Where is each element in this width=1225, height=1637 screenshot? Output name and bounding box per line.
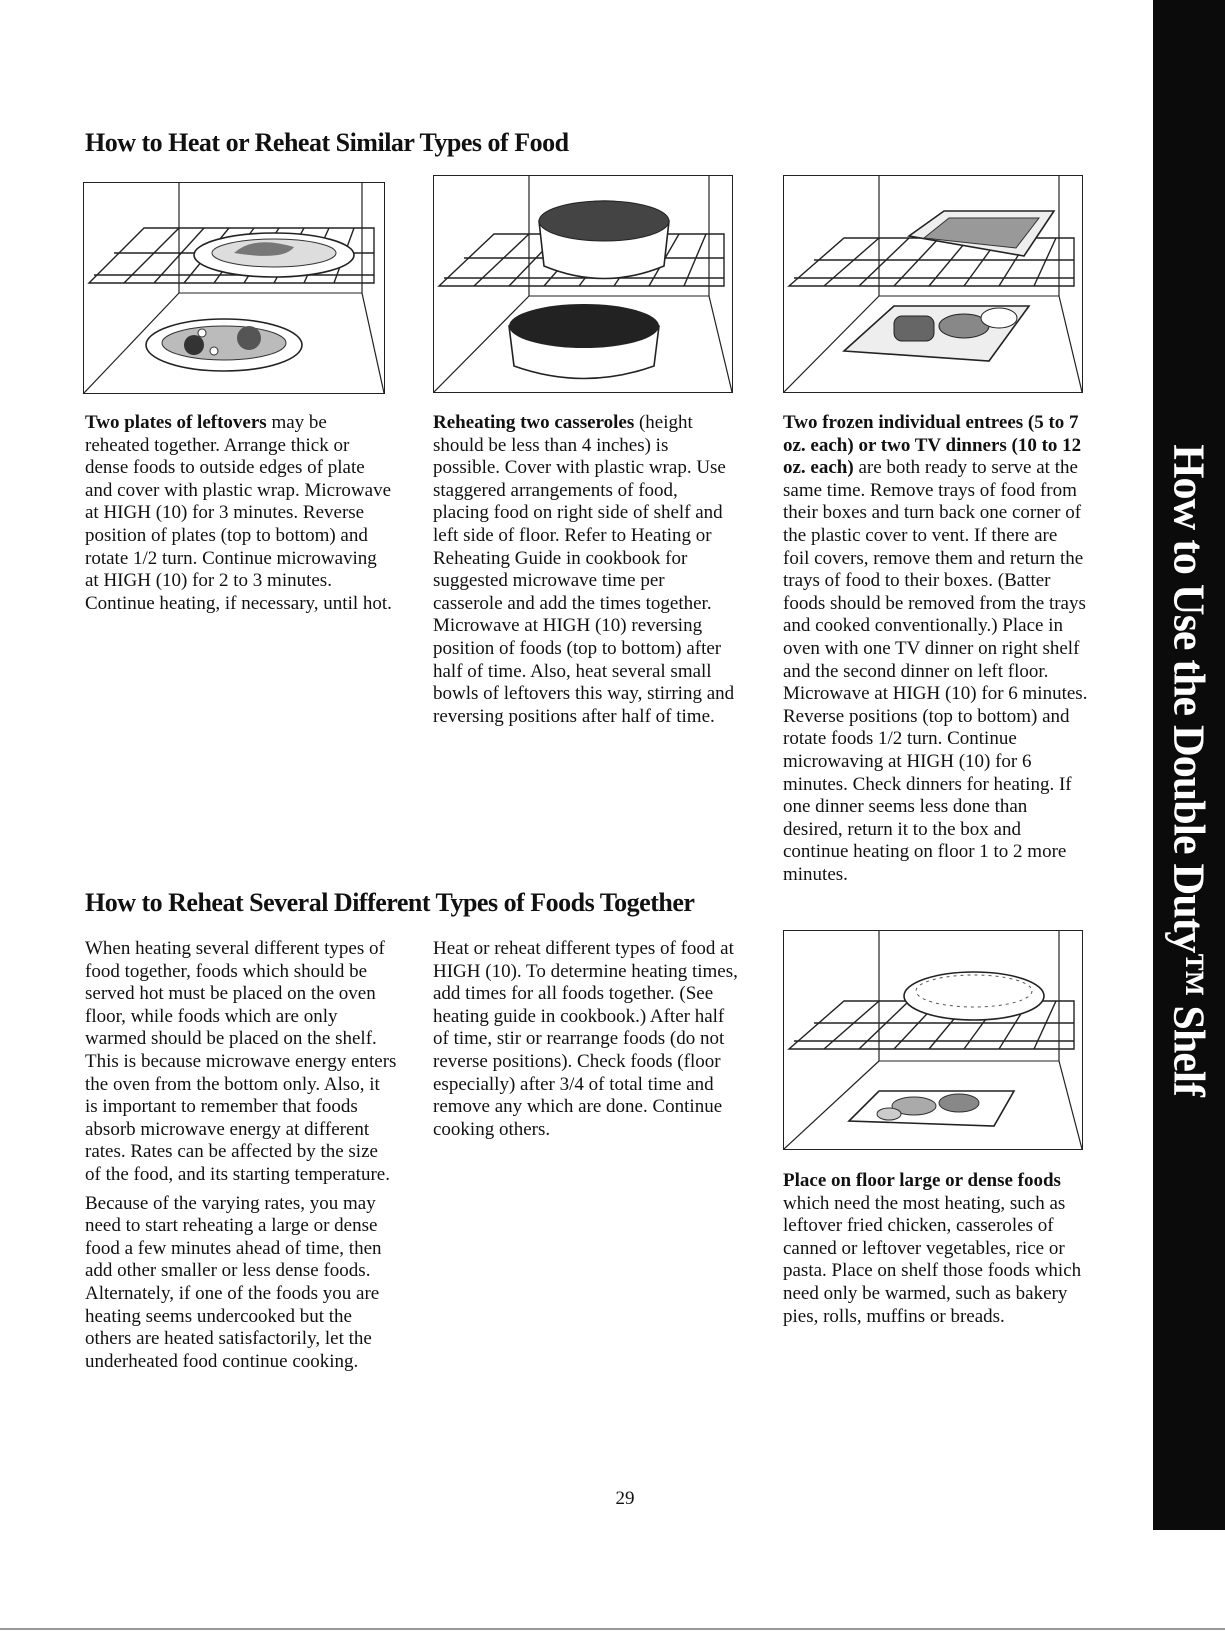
side-tab: [1153, 0, 1225, 1530]
section2-col2-text: [433, 938, 738, 1147]
two-tv-dinners-illustration: [783, 175, 1083, 393]
section2-heading: How to Reheat Several Different Types of Foods Together: [85, 888, 695, 917]
section2-col3-text: [783, 1170, 1088, 1334]
section1-col1-body: may be reheated together. Arrange thick or dense foods to outside edges of plate and cover with plastic wrap. Microwave at HIGH (10) for 3 minutes. Reverse position of plates (top to bottom) and rotate 1/2 turn. Continue microwaving at HIGH (10) for 2 to 3 minutes. Continue heating, if necessary, until hot.: [85, 412, 392, 614]
section1-col2-text: [433, 412, 738, 734]
pie-and-chicken-illustration: [783, 930, 1083, 1150]
section1-heading: How to Heat or Reheat Similar Types of Food: [85, 128, 569, 157]
section1-col1-text: [85, 412, 395, 621]
section2-col3-lead: Place on floor large or dense foods: [783, 1170, 1061, 1191]
section1-col2-lead: Reheating two casseroles: [433, 412, 635, 433]
section2-col1-para2: Because of the varying rates, you may need to start reheating a large or dense food a few minutes ahead of time, then add other smaller or less dense foods. Alternately, if one of the foods you are heating seems undercooked but the others are heated satisfactorily, let the underheated food continue cooking.: [85, 1192, 382, 1372]
page-number: 29: [615, 1488, 635, 1509]
section1-col3-text: [783, 412, 1088, 892]
section2-col2-body: Heat or reheat different types of food at HIGH (10). To determine heating times, add times for all foods together. (See heating guide in cookbook.) After half of time, stir or rearrange foods (do not reverse positions). Check foods (floor especially) after 3/4 of total time and remove any which are done. Continue cooking others.: [433, 938, 738, 1140]
section1-col1-lead: Two plates of leftovers: [85, 412, 267, 433]
two-casseroles-illustration: [433, 175, 733, 393]
section1-col2-body: (height should be less than 4 inches) is possible. Cover with plastic wrap. Use staggered arrangements of food, placing food on right side of shelf and left side of floor. Refer to Heating or Reheating Guide in cookbook for suggested microwave time per casserole and add the times together. Microwave at HIGH (10) reversing position of foods (top to bottom) after half of time. Also, heat several small bowls of leftovers this way, stirring and reversing positions after half of time.: [433, 412, 735, 727]
section1-col3-lead: Two frozen individual entrees (5 to 7 oz. each) or two TV dinners (10 to 12 oz. each): [783, 412, 1082, 479]
section2-col1-para1: When heating several different types of food together, foods which should be served hot must be placed on the oven floor, while foods which are only warmed should be placed on the shelf. This is because microwave energy enters the oven from the bottom only. Also, it is important to remember that foods absorb microwave energy at different rates. Rates can be affected by the size of the food, and its starting temperature.: [85, 938, 397, 1185]
bottom-rule: [0, 1628, 1225, 1630]
two-plates-illustration: [83, 182, 385, 394]
section2-col3-body: which need the most heating, such as leftover fried chicken, casseroles of canned or leftover vegetables, rice or pasta. Place on shelf those foods which need only be warmed, such as bakery pies, rolls, muffins or breads.: [783, 1192, 1082, 1327]
section1-col3-body: are both ready to serve at the same time. Remove trays of food from their boxes and turn back one corner of the plastic cover to vent. If there are foil covers, remove them and return the trays of food to their boxes. (Batter foods should be removed from the trays and cooked conventionally.) Place in oven with one TV dinner on right shelf and the second dinner on left floor. Microwave at HIGH (10) for 6 minutes. Reverse positions (top to bottom) and rotate foods 1/2 turn. Continue microwaving at HIGH (10) for 6 minutes. Check dinners for heating. If one dinner seems less done than desired, return it to the box and continue heating on floor 1 to 2 more minutes.: [783, 457, 1088, 885]
side-tab-label: How to Use the Double Duty™ Shelf: [1164, 444, 1214, 1096]
section2-col1-text: [85, 938, 397, 1379]
